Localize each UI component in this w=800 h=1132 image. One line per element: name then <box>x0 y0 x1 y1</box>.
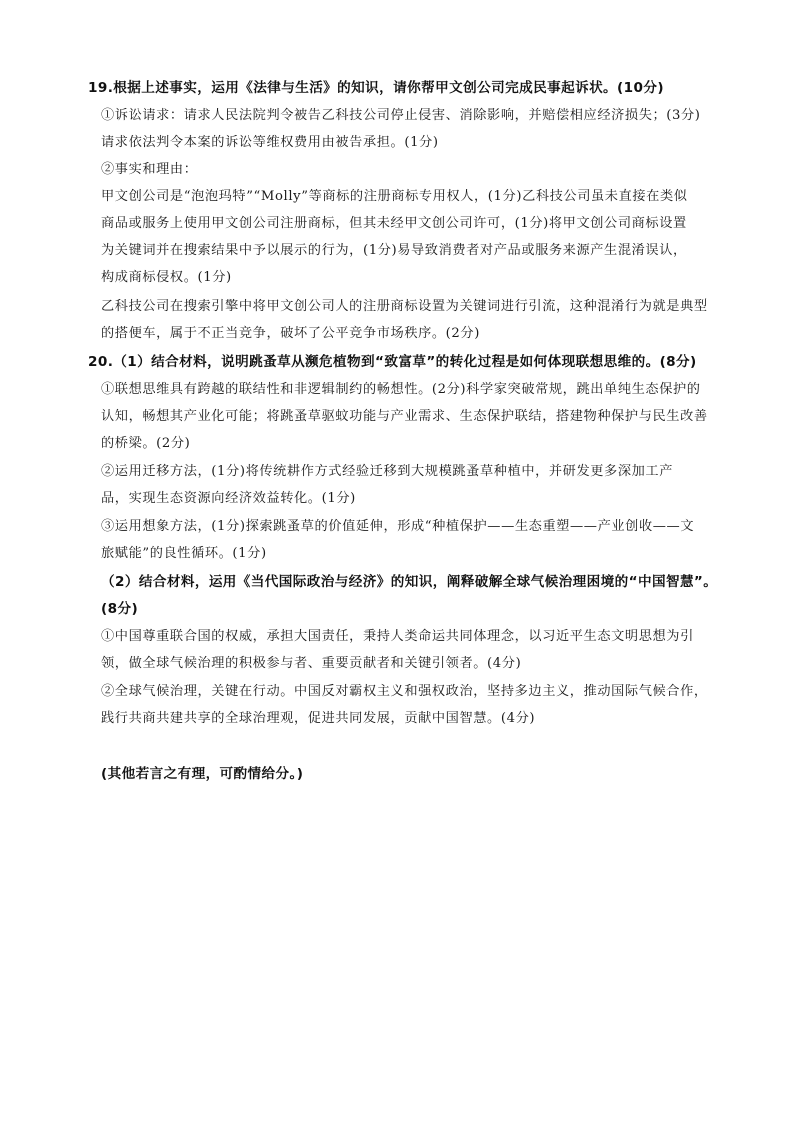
q20-p3-line1: ③运用想象方法，(1分)探索跳蚤草的价值延伸，形成“种植保护——生态重塑——产业创收——文 <box>101 519 695 534</box>
q20-p2-line2: 品，实现生态资源向经济效益转化。(1分) <box>101 491 356 506</box>
q20-p1-line3: 的桥梁。(2分) <box>101 436 191 451</box>
q20-a2-line1: ②全球气候治理，关键在行动。中国反对霸权主义和强权政治，坚持多边主义，推动国际气候合作， <box>101 684 708 699</box>
q20-p1-line2: 认知，畅想其产业化可能；将跳蚤草驱蚊功能与产业需求、生态保护联结，搭建物种保护与民生改善 <box>101 409 708 424</box>
q20-a1-line1: ①中国尊重联合国的权威，承担大国责任，秉持人类命运共同体理念，以习近平生态文明思想为引 <box>101 629 694 644</box>
q19-facts-p1-line2: 商品或服务上使用甲文创公司注册商标，但其未经甲文创公司许可，(1分)将甲文创公司商标设置 <box>101 216 687 231</box>
q20-part1-title: 20.（1）结合材料，说明跳蚤草从濒危植物到“致富草”的转化过程是如何体现联想思维的。(8分) <box>88 354 697 370</box>
q19-facts-p1-line1: 甲文创公司是“泡泡玛特”“Molly”等商标的注册商标专用权人，(1分)乙科技公司虽未直接在类似 <box>101 189 688 204</box>
q20-p3-line2: 旅赋能”的良性循环。(1分) <box>101 546 267 561</box>
q19-facts-p2-line1: 乙科技公司在搜索引擎中将甲文创公司人的注册商标设置为关键词进行引流，这种混淆行为就是典型 <box>101 299 708 314</box>
q19-title: 19.根据上述事实，运用《法律与生活》的知识，请你帮甲文创公司完成民事起诉状。(10分) <box>88 80 664 96</box>
q19-facts-p1-line3: 为关键词并在搜索结果中予以展示的行为，(1分)易导致消费者对产品或服务来源产生混淆误认， <box>101 243 687 258</box>
q20-a1-line2: 领，做全球气候治理的积极参与者、重要贡献者和关键引领者。(4分) <box>101 656 522 671</box>
q20-p2-line1: ②运用迁移方法，(1分)将传统耕作方式经验迁移到大规模跳蚤草种植中，并研发更多深加工产 <box>101 464 673 479</box>
q19-facts-heading: ②事实和理由： <box>101 162 198 177</box>
q19-claim-line2: 请求依法判令本案的诉讼等维权费用由被告承担。(1分) <box>101 135 439 150</box>
q19-claim-line1: ①诉讼请求：请求人民法院判令被告乙科技公司停止侵害、消除影响，并赔偿相应经济损失；(3分) <box>101 108 701 123</box>
q20-a2-line2: 践行共商共建共享的全球治理观，促进共同发展，贡献中国智慧。(4分) <box>101 711 536 726</box>
q20-part2-title-line2: (8分) <box>101 601 139 617</box>
q19-facts-p2-line2: 的搭便车，属于不正当竞争，破坏了公平竞争市场秩序。(2分) <box>101 326 480 341</box>
grading-footer-note: (其他若言之有理，可酌情给分。) <box>101 766 304 782</box>
q20-part2-title-line1: （2）结合材料，运用《当代国际政治与经济》的知识，阐释破解全球气候治理困境的“中国智慧”。 <box>101 574 718 590</box>
q19-facts-p1-line4: 构成商标侵权。(1分) <box>101 270 232 285</box>
q20-p1-line1: ①联想思维具有跨越的联结性和非逻辑制约的畅想性。(2分)科学家突破常规，跳出单纯生态保护的 <box>101 382 701 397</box>
